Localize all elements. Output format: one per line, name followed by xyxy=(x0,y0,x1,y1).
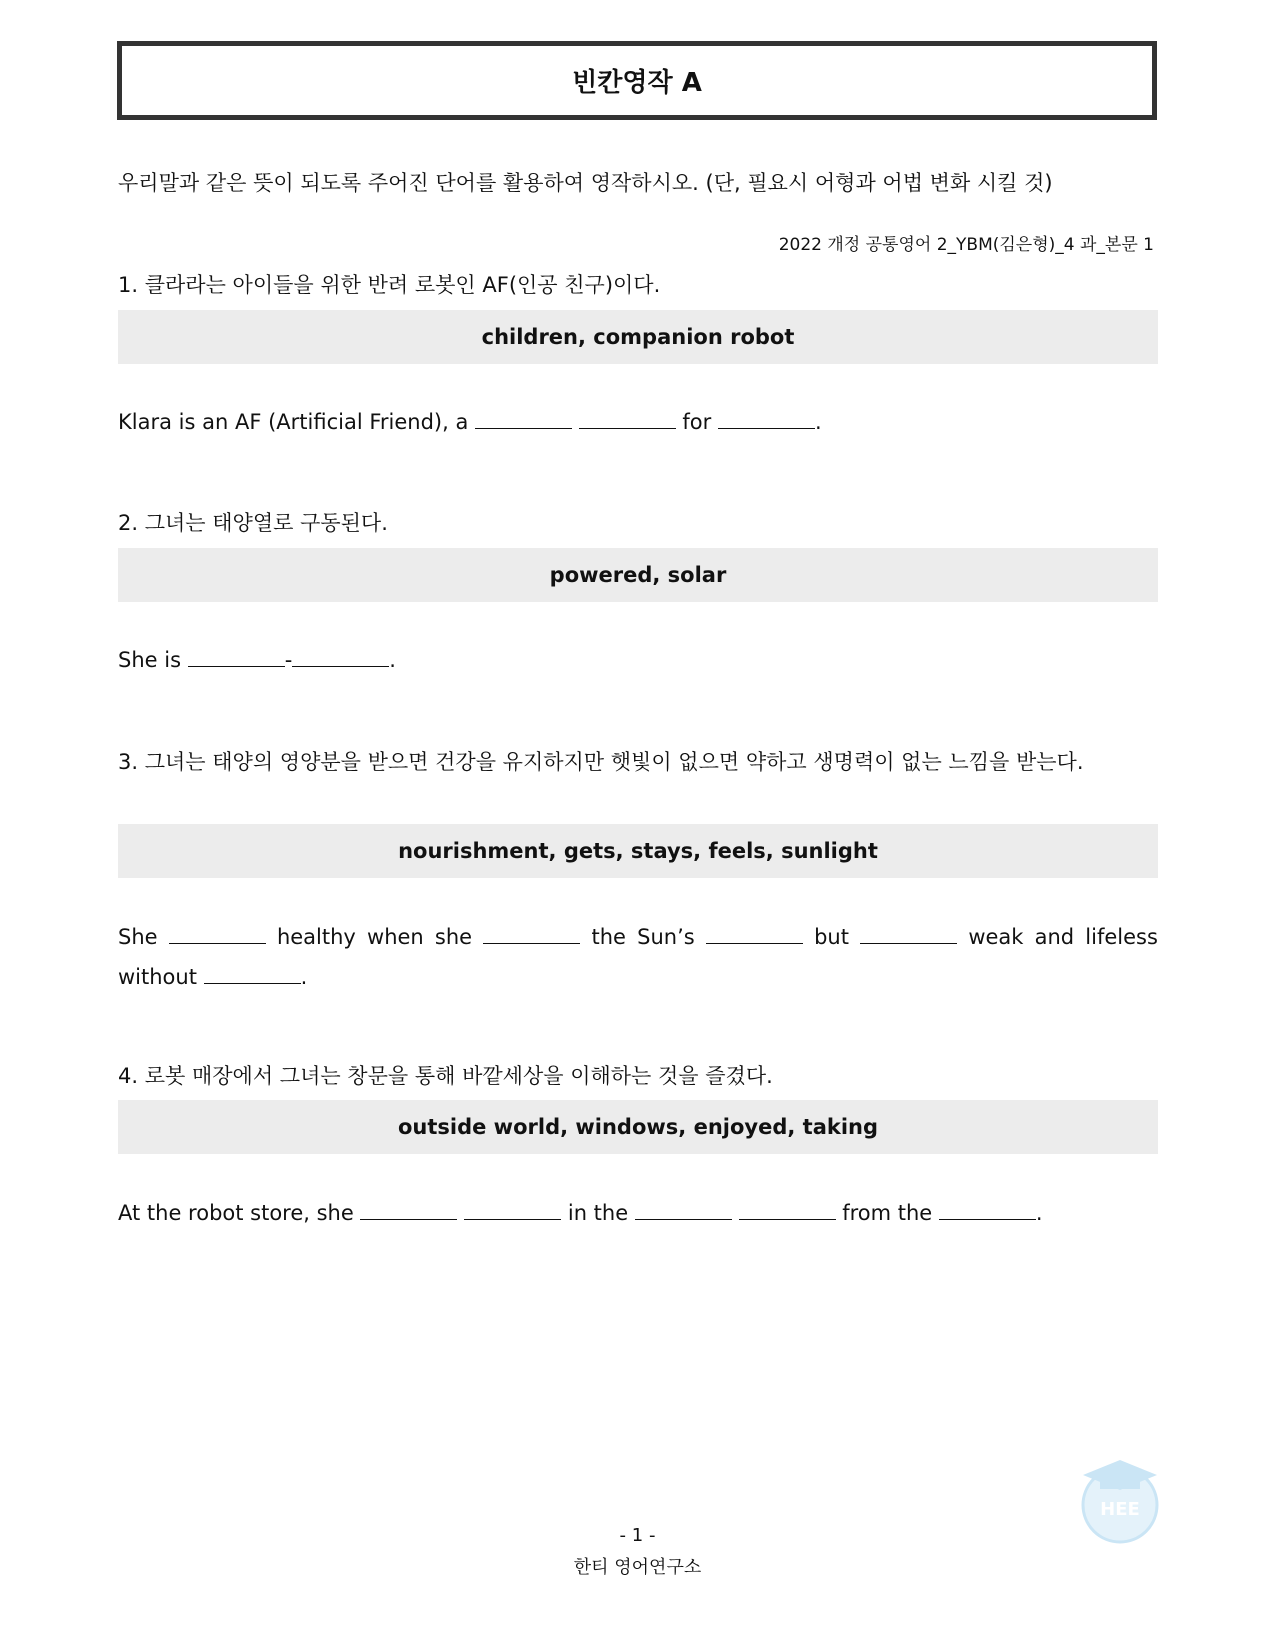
answer-text: healthy when she xyxy=(276,925,473,949)
hint-text: nourishment, gets, stays, feels, sunlight xyxy=(398,839,878,863)
answer-blank[interactable] xyxy=(579,406,676,429)
answer-text: . xyxy=(389,648,396,672)
answer-blank[interactable] xyxy=(718,406,815,429)
graduation-cap-icon xyxy=(1075,1455,1165,1545)
answer-blank[interactable] xyxy=(204,961,301,984)
answer-text: At the robot store, she xyxy=(118,1201,354,1225)
source-label: 2022 개정 공통영어 2_YBM(김은형)_4 과_본문 1 xyxy=(778,235,1154,255)
answer-text: . xyxy=(814,410,822,434)
answer-blank[interactable] xyxy=(860,921,957,944)
answer-blank[interactable] xyxy=(706,921,803,944)
question-4-hint xyxy=(118,1100,1158,1154)
page-number: - 1 - xyxy=(619,1525,656,1546)
answer-text: She is xyxy=(118,648,182,672)
question-1-prompt: 1. 클라라는 아이들을 위한 반려 로봇인 AF(인공 친구)이다. xyxy=(118,273,661,297)
answer-text: Klara is an AF (Artificial Friend), a xyxy=(118,410,469,434)
question-2-answer xyxy=(118,640,1158,680)
answer-text: in the xyxy=(567,1201,629,1225)
answer-text: . xyxy=(1035,1201,1043,1225)
hint-text: powered, solar xyxy=(549,563,727,587)
answer-blank[interactable] xyxy=(475,406,572,429)
page-title: 빈칸영작 A xyxy=(572,68,702,98)
answer-text: from the xyxy=(842,1201,933,1225)
answer-blank[interactable] xyxy=(739,1197,836,1220)
question-1-hint xyxy=(118,310,1158,364)
answer-blank[interactable] xyxy=(292,644,389,667)
answer-blank[interactable] xyxy=(635,1197,732,1220)
answer-text: for xyxy=(682,410,712,434)
question-3-hint xyxy=(118,824,1158,878)
question-3-prompt: 3. 그녀는 태양의 영양분을 받으면 건강을 유지하지만 햇빛이 없으면 약하고 생명력이 없는 느낌을 받는다. xyxy=(118,750,1084,774)
question-2-prompt: 2. 그녀는 태양열로 구동된다. xyxy=(118,511,388,535)
answer-text: She xyxy=(118,925,158,949)
answer-blank[interactable] xyxy=(188,644,285,667)
answer-blank[interactable] xyxy=(939,1197,1036,1220)
hint-text: children, companion robot xyxy=(481,325,795,349)
answer-blank[interactable] xyxy=(483,921,580,944)
answer-text: weak and lifeless without xyxy=(118,925,1158,989)
hee-logo xyxy=(1075,1455,1165,1545)
answer-text: - xyxy=(284,648,293,672)
instruction: 우리말과 같은 뜻이 되도록 주어진 단어를 활용하여 영작하시오. (단, 필요시 어형과 어법 변화 시킬 것) xyxy=(118,171,1053,195)
question-4-prompt: 4. 로봇 매장에서 그녀는 창문을 통해 바깥세상을 이해하는 것을 즐겼다. xyxy=(118,1064,773,1088)
title-box xyxy=(117,41,1157,120)
answer-blank[interactable] xyxy=(360,1197,457,1220)
organization-name: 한티 영어연구소 xyxy=(573,1557,702,1578)
answer-blank[interactable] xyxy=(169,921,266,944)
answer-text: . xyxy=(300,965,308,989)
hint-text: outside world, windows, enjoyed, taking xyxy=(397,1115,879,1139)
answer-blank[interactable] xyxy=(464,1197,561,1220)
answer-text: but xyxy=(814,925,849,949)
question-2-hint xyxy=(118,548,1158,602)
question-3-answer xyxy=(118,917,1158,997)
answer-text: the Sun’s xyxy=(591,925,695,949)
logo-text: HEE xyxy=(1100,1499,1140,1520)
question-1-answer xyxy=(118,402,1158,442)
question-4-answer xyxy=(118,1193,1158,1233)
